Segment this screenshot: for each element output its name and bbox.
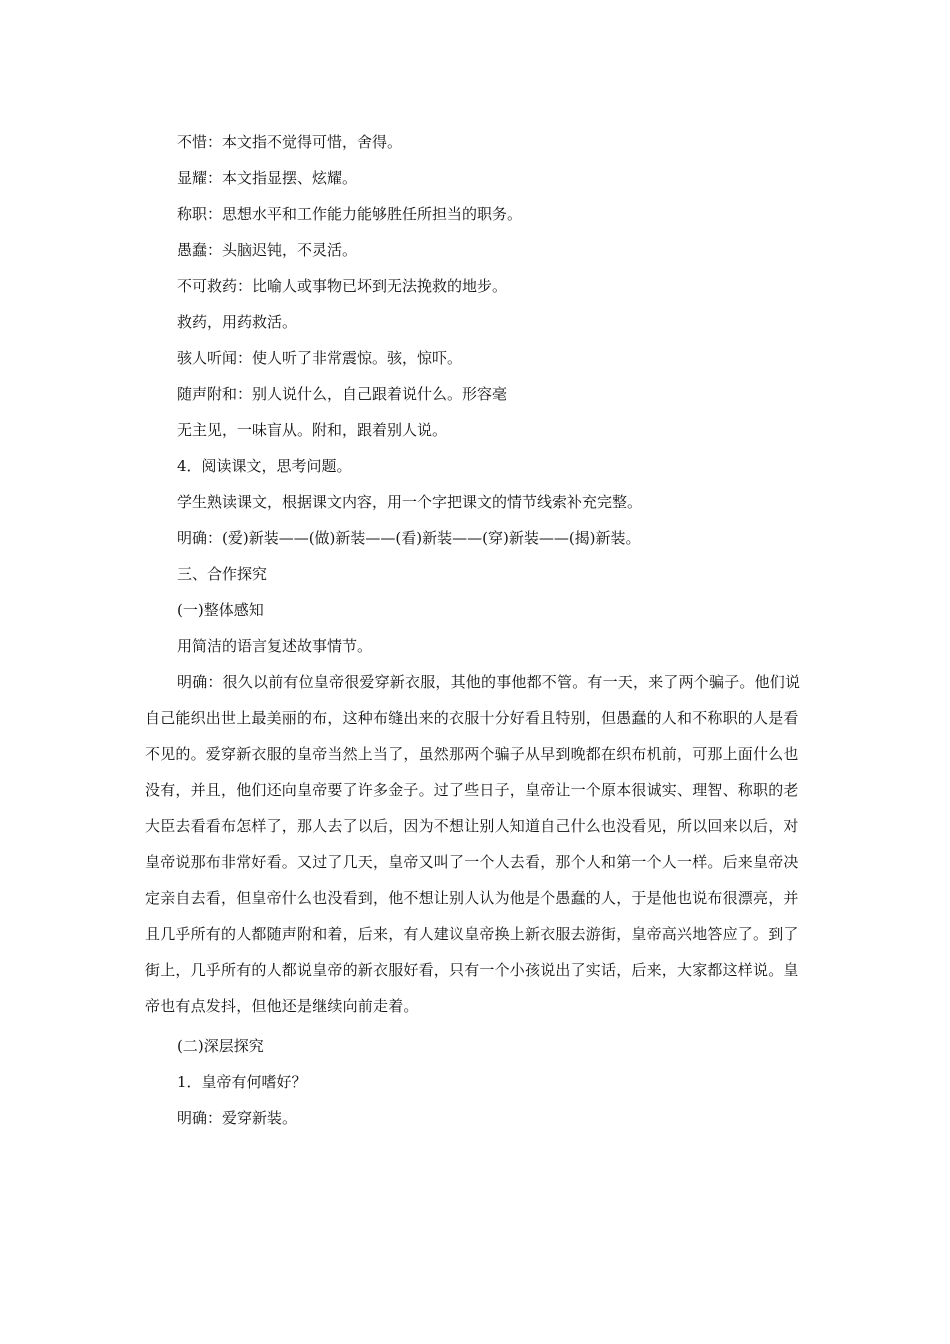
document-body — [145, 124, 810, 1136]
subsection-1-heading: (一)整体感知 — [177, 601, 264, 619]
section-4-heading: 4．阅读课文，思考问题。 — [177, 457, 352, 475]
vocab-item-jiuyao: 救药，用药救活。 — [177, 313, 298, 331]
vocab-item-hairentingwen: 骇人听闻：使人听了非常震惊。骇，惊吓。 — [177, 349, 463, 367]
vocab-item-suishengfuhe: 随声附和：别人说什么，自己跟着说什么。形容毫 — [177, 385, 508, 403]
vocab-item-xianyao: 显耀：本文指显摆、炫耀。 — [177, 169, 358, 187]
vocab-item-chengzhi: 称职：思想水平和工作能力能够胜任所担当的职务。 — [177, 205, 523, 223]
subsection-1-task: 用简洁的语言复述故事情节。 — [177, 637, 373, 655]
vocab-item-buxi: 不惜：本文指不觉得可惜，舍得。 — [177, 133, 403, 151]
vocab-item-yuchun: 愚蠢：头脑迟钝，不灵活。 — [177, 241, 358, 259]
section-4-task: 学生熟读课文，根据课文内容，用一个字把课文的情节线索补充完整。 — [177, 493, 643, 511]
question-1-answer: 明确：爱穿新装。 — [177, 1109, 298, 1127]
story-summary-paragraph: 明确：很久以前有位皇帝很爱穿新衣服，其他的事他都不管。有一天，来了两个骗子。他们说自己能织出世上最美丽的布，这种布缝出来的衣服十分好看且特别，但愚蠢的人和不称职的人是看不见的。爱穿新衣服的皇帝当然上当了，虽然那两个骗子从早到晚都在织布机前，可那上面什么也没有，并且，他们还向皇帝要了许多金子。过了些日子，皇帝让一个原本很诚实、理智、称职的老大臣去看看布怎样了，那人去了以后，因为不想让别人知道自己什么也没看见，所以回来以后，对皇帝说那布非常好看。又过了几天，皇帝又叫了一个人去看，那个人和第一个人一样。后来皇帝决定亲自去看，但皇帝什么也没看到，他不想让别人认为他是个愚蠢的人，于是他也说布很漂亮，并且几乎所有的人都随声附和着，后来，有人建议皇帝换上新衣服去游街，皇帝高兴地答应了。到了街上，几乎所有的人都说皇帝的新衣服好看，只有一个小孩说出了实话，后来，大家都这样说。皇帝也有点发抖，但他还是继续向前走着。 — [145, 673, 801, 1015]
subsection-2-heading: (二)深层探究 — [177, 1037, 264, 1055]
section-4-answer: 明确：(爱)新装——(做)新装——(看)新装——(穿)新装——(揭)新装。 — [177, 529, 641, 547]
question-1: 1．皇帝有何嗜好？ — [177, 1073, 307, 1091]
vocab-item-bukejiuyao: 不可救药：比喻人或事物已坏到无法挽救的地步。 — [177, 277, 508, 295]
part-3-heading: 三、合作探究 — [177, 565, 268, 583]
vocab-item-suishengfuhe-cont: 无主见，一味盲从。附和，跟着别人说。 — [177, 421, 448, 439]
